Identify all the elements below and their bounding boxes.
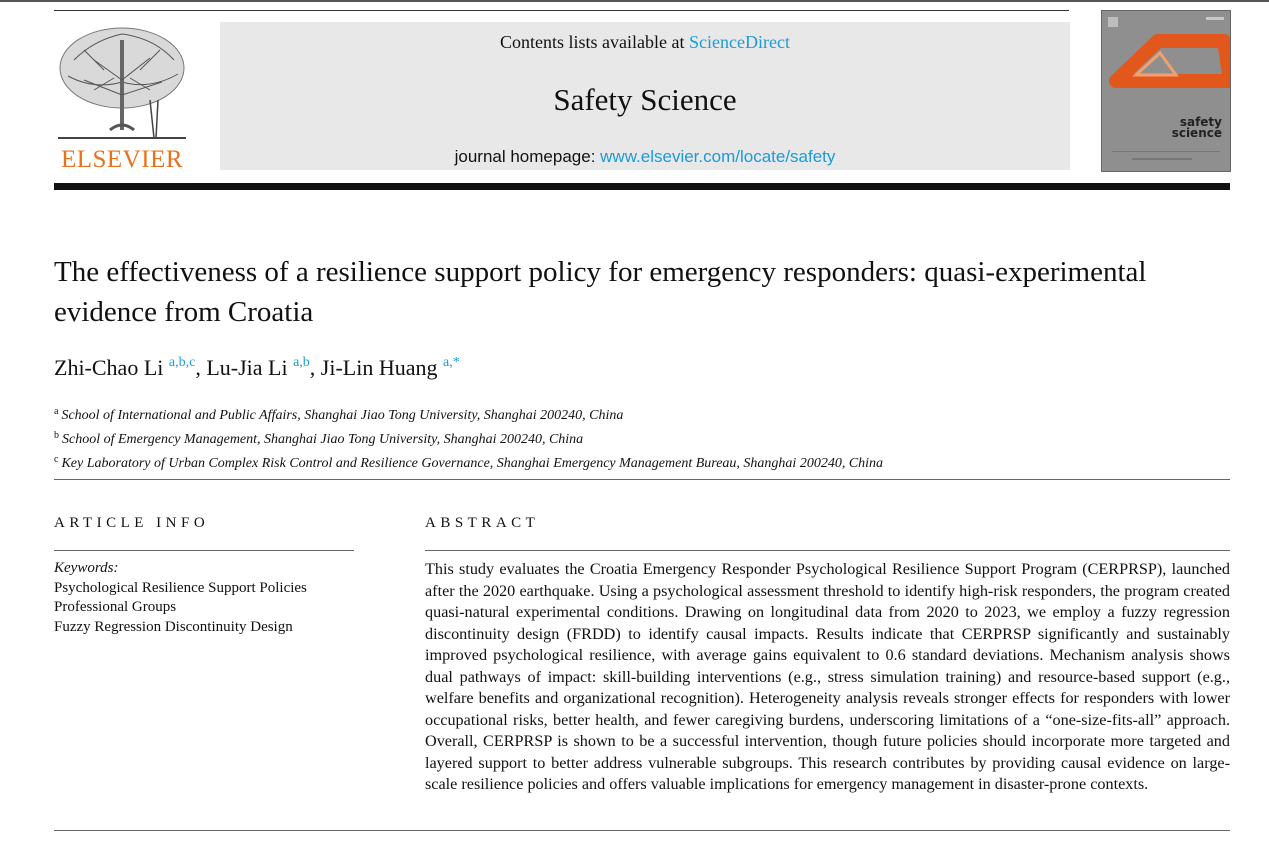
- affiliation-text: School of International and Public Affairs, Shanghai Jiao Tong University, Shanghai 200240, China: [61, 408, 624, 423]
- affiliation-item: [54, 426, 1214, 450]
- affiliation-item: [54, 402, 1214, 426]
- keyword-item: Fuzzy Regression Discontinuity Design: [54, 618, 293, 635]
- contents-line: [220, 32, 1070, 53]
- author-affiliation-marks[interactable]: a,b,c: [168, 355, 196, 370]
- abstract-rule: [425, 550, 1230, 551]
- journal-name[interactable]: Safety Science: [553, 82, 737, 117]
- elsevier-tree-icon: [54, 20, 190, 146]
- article-info-heading: ARTICLE INFO: [54, 515, 210, 531]
- author[interactable]: [54, 355, 195, 380]
- affiliation-item: [54, 450, 1214, 474]
- homepage-line: [220, 147, 1070, 167]
- abstract-text: This study evaluates the Croatia Emergency Responder Psychological Resilience Support Program (CERPRSP), launched after the 2020 earthquake. Using a psychological assessment threshold to identify high-risk responders, the program created quasi-natural experimental conditions. Drawing on longitudinal data from 2020 to 2023, we employ a fuzzy regression discontinuity design (FRDD) to identify causal impacts. Results indicate that CERPRSP significantly and sustainably improved psychological resilience, with average gains equivalent to 0.6 standard deviations. Mechanism analysis shows dual pathways of impact: skill-building interventions (e.g., stress simulation training) and resource-based support (e.g., welfare benefits and organizational recognition). Heterogeneity analysis reveals stronger effects for responders with lower occupational risks, better health, and fewer caregiving burdens, underscoring limitations of a “one-size-fits-all” approach. Overall, CERPRSP is shown to be a successful intervention, though future policies should incorporate more targeted and layered support to better address vulnerable subgroups. This research contributes by providing causal evidence on large-scale resilience policies and offers valuable implications for emergency management in disaster-prone contexts.: [425, 560, 1230, 793]
- author-name: Ji-Lin Huang: [320, 355, 438, 380]
- contents-prefix: Contents lists available at: [500, 32, 689, 52]
- author-name: Zhi-Chao Li: [54, 355, 164, 380]
- author-separator: ,: [195, 355, 207, 380]
- affiliation-mark: c: [54, 454, 59, 465]
- affiliation-list: [54, 402, 1214, 474]
- journal-homepage-link[interactable]: www.elsevier.com/locate/safety: [600, 147, 836, 166]
- cover-title-line1: safety: [1179, 115, 1222, 129]
- affiliation-mark: b: [54, 430, 59, 441]
- keyword-item: Professional Groups: [54, 599, 177, 615]
- author-separator: ,: [309, 355, 321, 380]
- abstract-heading: ABSTRACT: [425, 515, 540, 531]
- author-name: Lu-Jia Li: [206, 355, 288, 380]
- affiliation-text: School of Emergency Management, Shanghai Jiao Tong University, Shanghai 200240, China: [62, 432, 584, 447]
- elsevier-logo[interactable]: [54, 20, 190, 178]
- author-list: [54, 355, 1214, 381]
- abstract-bottom-divider: [54, 830, 1230, 831]
- elsevier-wordmark: ELSEVIER: [60, 146, 184, 173]
- journal-banner: [220, 22, 1070, 170]
- article-title: The effectiveness of a resilience support policy for emergency responders: quasi-experimental evidence from Croatia: [54, 256, 1147, 328]
- author[interactable]: [321, 355, 460, 380]
- cover-elsevier-icon: [1108, 17, 1118, 27]
- keyword-item: Psychological Resilience Support Policies: [54, 579, 307, 596]
- affiliation-text: Key Laboratory of Urban Complex Risk Control and Resilience Governance, Shanghai Emergency Management Bureau, Shanghai 200240, China: [61, 456, 884, 471]
- top-border: [0, 0, 1269, 2]
- cover-title-line2: science: [1171, 126, 1222, 140]
- journal-cover-thumbnail[interactable]: [1101, 10, 1231, 172]
- author[interactable]: [206, 355, 309, 380]
- cover-artwork: [1102, 11, 1230, 171]
- cover-title: [1172, 117, 1222, 139]
- header-divider: [54, 479, 1230, 480]
- affiliation-mark: a: [54, 406, 59, 417]
- author-affiliation-marks[interactable]: a,*: [443, 355, 460, 370]
- homepage-prefix: journal homepage:: [454, 147, 601, 166]
- masthead-bottom-bar: [54, 183, 1230, 190]
- author-affiliation-marks[interactable]: a,b: [293, 355, 310, 370]
- keywords-label: Keywords:: [54, 560, 119, 576]
- sciencedirect-link[interactable]: ScienceDirect: [689, 32, 790, 52]
- article-info-rule: [54, 550, 354, 551]
- keywords-block: [54, 559, 384, 637]
- journal-masthead: [54, 10, 1230, 174]
